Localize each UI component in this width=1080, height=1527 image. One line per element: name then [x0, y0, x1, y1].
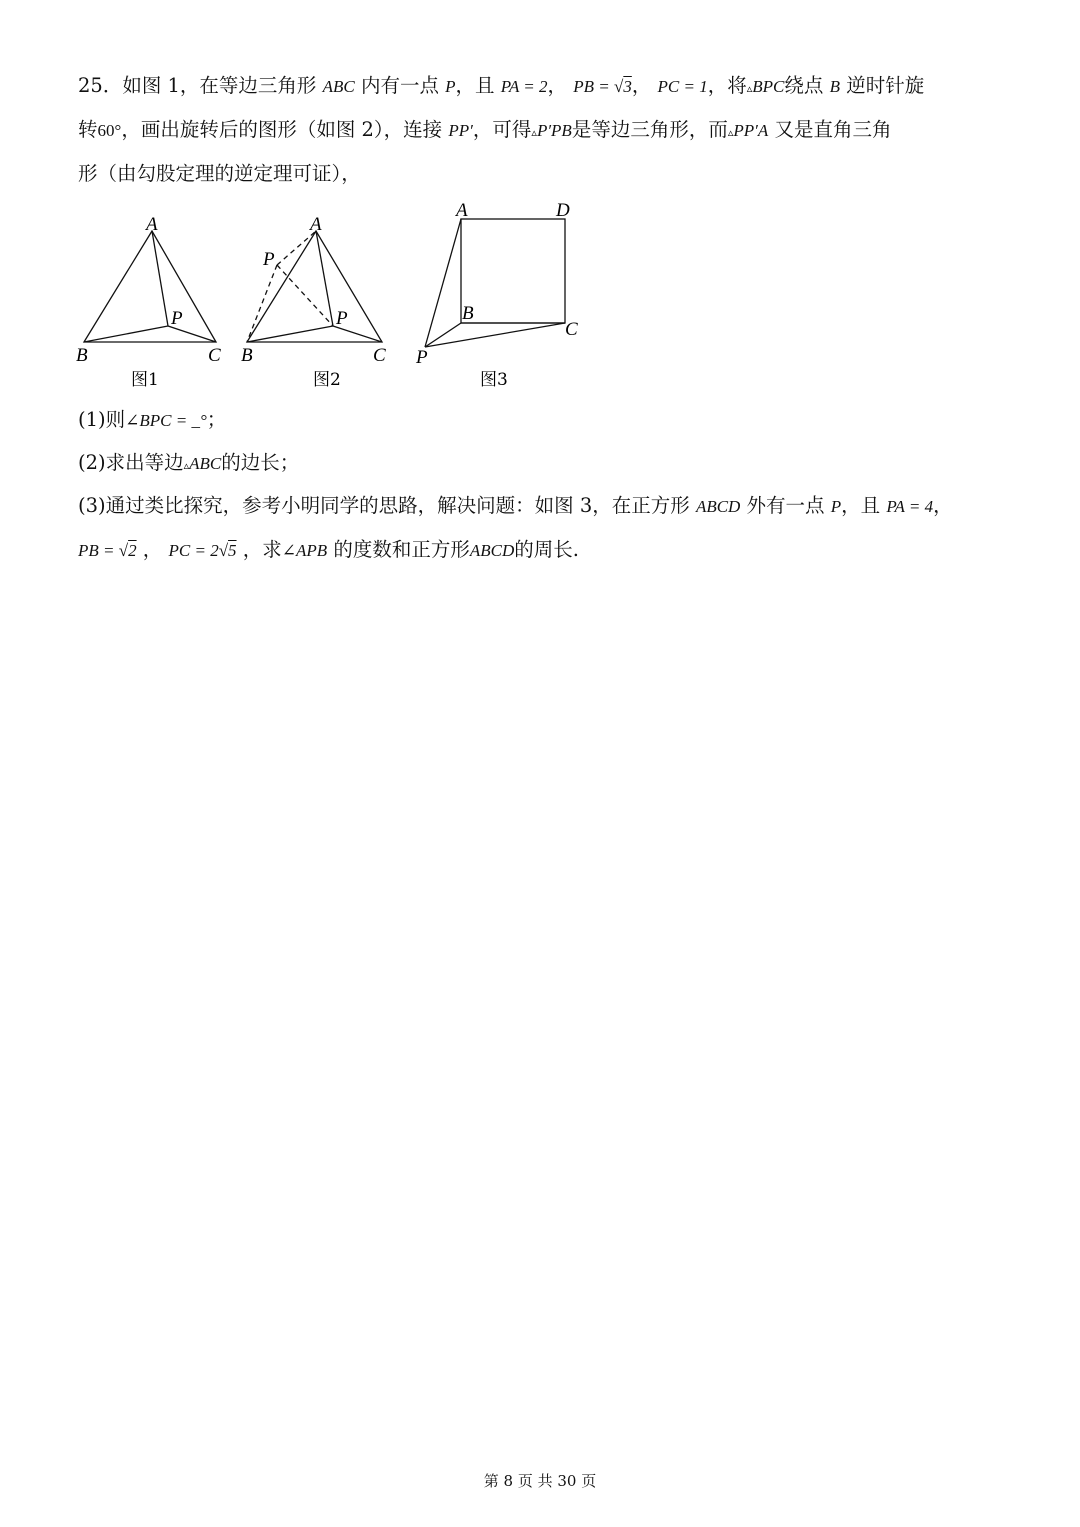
text: ，求	[242, 538, 282, 561]
math: P′PB	[536, 121, 572, 140]
text: ，且	[455, 74, 495, 97]
text: (1)则	[78, 408, 126, 431]
math: ABCD	[469, 541, 515, 560]
radicand: 2	[128, 541, 137, 560]
question-2	[78, 449, 299, 480]
fig3-caption: 图3	[480, 370, 508, 390]
math: 60°	[97, 121, 122, 140]
fig1-label-c: C	[208, 345, 221, 366]
triangle-symbol: ▵	[183, 459, 190, 472]
text: ，	[142, 538, 163, 561]
problem-line-2	[78, 116, 891, 147]
math: B	[829, 77, 840, 96]
text: 内有一点	[360, 74, 439, 97]
rotated-triangle-dashed	[247, 231, 333, 342]
fig1-label-a: A	[146, 214, 158, 235]
text: 又是直角三角	[774, 118, 892, 141]
text: ，将	[707, 74, 747, 97]
math: PC = 2√	[168, 541, 229, 560]
segment-pc	[425, 323, 565, 347]
segment-pb	[84, 326, 168, 342]
math: BPC	[752, 77, 785, 96]
text: 的周长.	[514, 538, 579, 561]
fig3-label-p: P	[416, 347, 428, 368]
math: PB = √	[78, 541, 129, 560]
figure-3	[425, 219, 565, 347]
text: ，画出旋转后的图形（如图 2），连接	[121, 118, 443, 141]
fig3-label-d: D	[556, 200, 570, 221]
math-sqrt	[78, 541, 137, 560]
fig2-label-p-prime: P	[263, 249, 275, 270]
math: ABC	[322, 77, 355, 96]
text: ，	[933, 494, 953, 517]
question-3-line-1	[78, 492, 953, 521]
problem-line-3	[78, 160, 361, 188]
text: 25．如图 1，在等边三角形	[78, 74, 317, 97]
text: 的度数和正方形	[333, 538, 470, 561]
fig2-caption: 图2	[313, 370, 341, 390]
segment-pa	[425, 219, 461, 347]
radicand: 5	[228, 541, 237, 560]
triangle-abc	[84, 231, 216, 342]
square-abcd	[461, 219, 565, 323]
text: 绕点	[784, 74, 824, 97]
fig1-caption: 图1	[131, 370, 159, 390]
text: (3)通过类比探究，参考小明同学的思路，解决问题：如图 3，在正方形	[78, 494, 690, 517]
text: ，可得	[472, 118, 532, 141]
fig3-label-b: B	[462, 303, 474, 324]
fig3-label-a: A	[456, 200, 468, 221]
question-1	[78, 406, 226, 435]
math: ∠APB	[281, 541, 328, 560]
fig1-label-p: P	[171, 308, 183, 329]
text: 的边长；	[221, 451, 300, 474]
figure-1	[84, 231, 216, 342]
text: ；	[206, 408, 227, 431]
math: P	[830, 497, 842, 516]
triangle-symbol: ▵	[727, 126, 734, 139]
segment-pb	[247, 326, 333, 342]
fig1-label-b: B	[76, 345, 88, 366]
segment-p-prime-p	[277, 265, 333, 326]
math: P	[445, 77, 456, 96]
math: PP′A	[733, 121, 769, 140]
math: ABCD	[695, 497, 741, 516]
page-footer: 第 8 页 共 30 页	[483, 1472, 597, 1490]
triangle-symbol: ▵	[531, 126, 537, 139]
math: ABC	[189, 454, 222, 473]
math: PC = 1	[657, 77, 708, 96]
math-sqrt	[169, 541, 237, 560]
text: ，	[631, 74, 652, 97]
fig3-label-c: C	[565, 319, 578, 340]
text: 逆时针旋	[846, 74, 925, 97]
fig2-label-p: P	[336, 308, 348, 329]
math: PA = 4	[886, 497, 934, 516]
fig2-label-b: B	[241, 345, 253, 366]
fig2-label-c: C	[373, 345, 386, 366]
geometry-figures	[60, 195, 600, 395]
math-sqrt	[573, 77, 632, 96]
math: PA = 2	[500, 77, 548, 96]
text: 外有一点	[746, 494, 825, 517]
math: PP′	[448, 121, 473, 140]
math: ∠BPC = _°	[125, 411, 207, 430]
math: PB = √	[573, 77, 624, 96]
triangle-abc	[247, 231, 382, 342]
radicand: 3	[623, 77, 632, 96]
text: (2)求出等边	[78, 451, 184, 474]
text: ，且	[841, 494, 881, 517]
triangle-symbol: ▵	[746, 82, 753, 95]
segment-p-prime-b	[247, 265, 277, 342]
text: ，	[547, 74, 568, 97]
segment-p-prime-a	[277, 231, 316, 265]
text: 是等边三角形，而	[571, 118, 728, 141]
text: 转	[78, 118, 98, 141]
problem-line-1	[78, 72, 924, 103]
fig2-label-a: A	[310, 214, 322, 235]
text: 形（由勾股定理的逆定理可证），	[78, 162, 361, 185]
question-3-line-2	[78, 536, 579, 565]
figure-2	[247, 231, 382, 342]
